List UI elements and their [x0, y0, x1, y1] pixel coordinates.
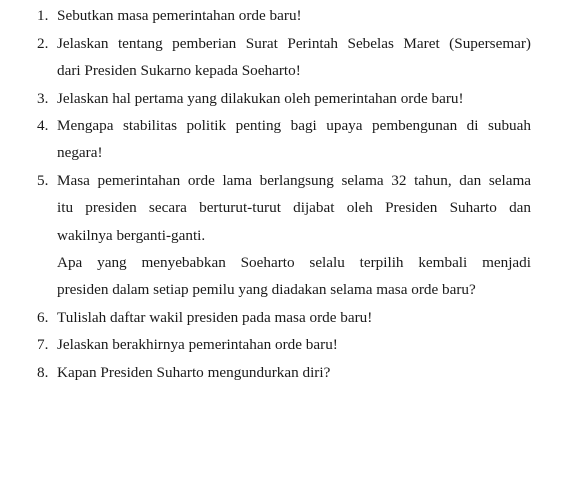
question-line: itu presiden secara berturut-turut dijabat oleh Presiden Suharto dan: [57, 199, 531, 217]
question-number: 5.: [37, 172, 49, 189]
question-line: Apa yang menyebabkan Soeharto selalu terpilih kembali menjadi: [57, 253, 531, 271]
question-line: Jelaskan hal pertama yang dilakukan oleh pemerintahan orde baru!: [57, 90, 464, 107]
question-line: Kapan Presiden Suharto mengundurkan diri?: [57, 364, 331, 381]
question-line: wakilnya berganti-ganti.: [57, 226, 206, 244]
question-line: Jelaskan berakhirnya pemerintahan orde baru!: [57, 336, 338, 353]
question-number: 1.: [37, 7, 49, 24]
question-text: [57, 34, 531, 89]
question-text: [57, 171, 531, 307]
question-number: 8.: [37, 364, 49, 381]
question-number: 3.: [37, 90, 49, 107]
question-text: [57, 363, 531, 390]
question-line: dari Presiden Sukarno kepada Soeharto!: [57, 62, 301, 80]
question-number: 7.: [37, 336, 49, 353]
question-line: Mengapa stabilitas politik penting bagi upaya pembengunan di subuah: [57, 117, 531, 134]
question-text: [57, 116, 531, 171]
question-line: Masa pemerintahan orde lama berlangsung selama 32 tahun, dan selama: [57, 172, 531, 189]
question-number: 6.: [37, 309, 49, 326]
question-number: 2.: [37, 35, 49, 52]
question-text: [57, 6, 531, 33]
question-text: [57, 308, 531, 335]
question-text: [57, 89, 531, 116]
question-line: negara!: [57, 144, 103, 162]
question-line: Jelaskan tentang pemberian Surat Perintah Sebelas Maret (Supersemar): [57, 35, 531, 52]
question-line: Tulislah daftar wakil presiden pada masa orde baru!: [57, 309, 373, 326]
question-line: presiden dalam setiap pemilu yang diadakan selama masa orde baru?: [57, 281, 476, 299]
question-line: Sebutkan masa pemerintahan orde baru!: [57, 7, 302, 24]
question-number: 4.: [37, 117, 49, 134]
question-text: [57, 335, 531, 362]
